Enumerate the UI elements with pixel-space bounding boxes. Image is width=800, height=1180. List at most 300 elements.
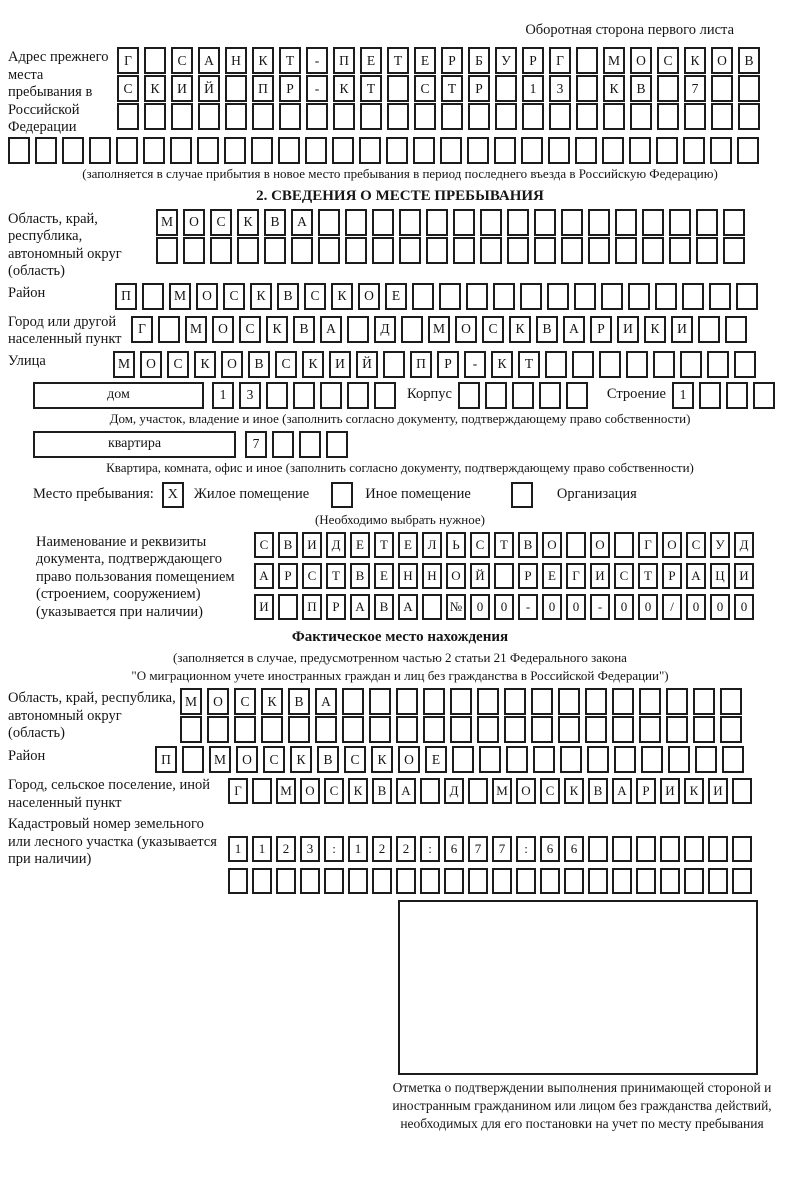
form-cell[interactable]: М [603, 47, 625, 74]
form-cell[interactable]: 6 [540, 836, 560, 862]
form-cell[interactable]: А [291, 209, 313, 236]
form-cell[interactable] [709, 283, 731, 310]
form-cell[interactable] [158, 316, 180, 343]
form-cell[interactable]: Т [518, 351, 540, 378]
form-cell[interactable]: Г [566, 563, 586, 589]
form-cell[interactable] [599, 351, 621, 378]
form-cell[interactable]: О [630, 47, 652, 74]
form-cell[interactable] [614, 746, 636, 773]
form-cell[interactable] [660, 836, 680, 862]
form-cell[interactable] [479, 746, 501, 773]
form-cell[interactable]: 0 [710, 594, 730, 620]
form-cell[interactable] [387, 103, 409, 130]
form-cell[interactable] [299, 431, 321, 458]
form-cell[interactable]: М [209, 746, 231, 773]
form-cell[interactable]: А [320, 316, 342, 343]
form-cell[interactable]: О [662, 532, 682, 558]
form-cell[interactable] [521, 137, 543, 164]
form-cell[interactable]: В [248, 351, 270, 378]
form-cell[interactable] [453, 209, 475, 236]
form-cell[interactable]: С [223, 283, 245, 310]
form-cell[interactable]: 0 [470, 594, 490, 620]
form-cell[interactable]: У [710, 532, 730, 558]
form-cell[interactable] [629, 137, 651, 164]
form-cell[interactable]: О [140, 351, 162, 378]
form-cell[interactable]: Н [422, 563, 442, 589]
form-cell[interactable] [444, 868, 464, 894]
form-cell[interactable]: В [738, 47, 760, 74]
form-cell[interactable] [197, 137, 219, 164]
form-cell[interactable] [545, 351, 567, 378]
form-cell[interactable]: С [263, 746, 285, 773]
form-cell[interactable]: П [333, 47, 355, 74]
form-cell[interactable]: С [234, 688, 256, 715]
form-cell[interactable] [414, 103, 436, 130]
form-cell[interactable] [588, 836, 608, 862]
form-cell[interactable]: Р [326, 594, 346, 620]
form-cell[interactable] [342, 716, 364, 743]
form-cell[interactable] [224, 137, 246, 164]
form-cell[interactable]: 7 [684, 75, 706, 102]
form-cell[interactable]: П [155, 746, 177, 773]
form-cell[interactable] [725, 316, 747, 343]
form-cell[interactable]: Е [374, 563, 394, 589]
form-cell[interactable] [732, 868, 752, 894]
form-cell[interactable]: К [252, 47, 274, 74]
form-cell[interactable] [615, 237, 637, 264]
form-cell[interactable] [450, 716, 472, 743]
form-cell[interactable]: С [302, 563, 322, 589]
form-cell[interactable] [291, 237, 313, 264]
form-cell[interactable] [288, 716, 310, 743]
form-cell[interactable]: 2 [372, 836, 392, 862]
form-cell[interactable] [612, 836, 632, 862]
form-cell[interactable] [507, 209, 529, 236]
form-cell[interactable]: А [254, 563, 274, 589]
form-cell[interactable]: С [686, 532, 706, 558]
stay-type-checkbox-organization[interactable] [511, 482, 533, 508]
form-cell[interactable] [261, 716, 283, 743]
form-cell[interactable]: К [194, 351, 216, 378]
form-cell[interactable] [372, 868, 392, 894]
form-cell[interactable]: Р [278, 563, 298, 589]
form-cell[interactable] [278, 594, 298, 620]
form-cell[interactable] [576, 75, 598, 102]
form-cell[interactable] [252, 868, 272, 894]
form-cell[interactable] [669, 237, 691, 264]
form-cell[interactable] [736, 283, 758, 310]
form-cell[interactable]: Ь [446, 532, 466, 558]
form-cell[interactable]: В [372, 778, 392, 804]
form-cell[interactable]: С [117, 75, 139, 102]
form-cell[interactable]: А [686, 563, 706, 589]
form-cell[interactable] [374, 382, 396, 409]
form-cell[interactable]: О [446, 563, 466, 589]
form-cell[interactable] [539, 382, 561, 409]
form-cell[interactable]: В [264, 209, 286, 236]
form-cell[interactable] [656, 137, 678, 164]
form-cell[interactable] [426, 237, 448, 264]
form-cell[interactable] [466, 283, 488, 310]
form-cell[interactable] [422, 594, 442, 620]
form-cell[interactable] [142, 283, 164, 310]
form-cell[interactable] [753, 382, 775, 409]
form-cell[interactable] [660, 868, 680, 894]
form-cell[interactable]: М [276, 778, 296, 804]
form-cell[interactable]: № [446, 594, 466, 620]
form-cell[interactable] [372, 209, 394, 236]
form-cell[interactable] [630, 103, 652, 130]
form-cell[interactable] [699, 382, 721, 409]
form-cell[interactable] [228, 868, 248, 894]
form-cell[interactable]: Е [542, 563, 562, 589]
form-cell[interactable] [342, 688, 364, 715]
form-cell[interactable] [234, 716, 256, 743]
form-cell[interactable] [156, 237, 178, 264]
form-cell[interactable]: К [491, 351, 513, 378]
form-cell[interactable] [276, 868, 296, 894]
form-cell[interactable] [493, 283, 515, 310]
form-cell[interactable]: О [221, 351, 243, 378]
form-cell[interactable]: К [603, 75, 625, 102]
form-cell[interactable]: К [684, 778, 704, 804]
form-cell[interactable] [614, 532, 634, 558]
form-cell[interactable]: Р [437, 351, 459, 378]
form-cell[interactable] [440, 137, 462, 164]
form-cell[interactable]: К [290, 746, 312, 773]
form-cell[interactable] [642, 237, 664, 264]
form-cell[interactable] [360, 103, 382, 130]
form-cell[interactable] [293, 382, 315, 409]
form-cell[interactable] [585, 688, 607, 715]
form-cell[interactable] [225, 103, 247, 130]
form-cell[interactable]: В [293, 316, 315, 343]
form-cell[interactable] [738, 75, 760, 102]
form-cell[interactable]: Д [734, 532, 754, 558]
form-cell[interactable]: - [306, 75, 328, 102]
form-cell[interactable] [534, 237, 556, 264]
form-cell[interactable] [587, 746, 609, 773]
form-cell[interactable]: П [410, 351, 432, 378]
form-cell[interactable] [540, 868, 560, 894]
form-cell[interactable]: Н [225, 47, 247, 74]
form-cell[interactable]: Н [398, 563, 418, 589]
form-cell[interactable] [636, 836, 656, 862]
form-cell[interactable] [711, 75, 733, 102]
form-cell[interactable]: Е [350, 532, 370, 558]
form-cell[interactable]: В [518, 532, 538, 558]
form-cell[interactable] [560, 746, 582, 773]
form-cell[interactable]: О [455, 316, 477, 343]
form-cell[interactable] [575, 137, 597, 164]
form-cell[interactable] [641, 746, 663, 773]
form-cell[interactable]: Р [590, 316, 612, 343]
form-cell[interactable] [198, 103, 220, 130]
form-cell[interactable] [558, 716, 580, 743]
form-cell[interactable] [695, 746, 717, 773]
form-cell[interactable] [642, 209, 664, 236]
stay-type-checkbox-other[interactable] [331, 482, 353, 508]
form-cell[interactable]: К [144, 75, 166, 102]
form-cell[interactable]: - [518, 594, 538, 620]
form-cell[interactable]: Т [360, 75, 382, 102]
form-cell[interactable]: В [374, 594, 394, 620]
form-cell[interactable] [534, 209, 556, 236]
form-cell[interactable]: 0 [566, 594, 586, 620]
form-cell[interactable]: С [171, 47, 193, 74]
form-cell[interactable] [144, 103, 166, 130]
form-cell[interactable]: 2 [396, 836, 416, 862]
form-cell[interactable] [533, 746, 555, 773]
form-cell[interactable] [657, 75, 679, 102]
form-cell[interactable] [458, 382, 480, 409]
form-cell[interactable]: Г [549, 47, 571, 74]
form-cell[interactable] [574, 283, 596, 310]
form-cell[interactable]: С [210, 209, 232, 236]
form-cell[interactable] [585, 716, 607, 743]
form-cell[interactable] [693, 688, 715, 715]
form-cell[interactable] [412, 283, 434, 310]
form-cell[interactable] [372, 237, 394, 264]
form-cell[interactable] [480, 237, 502, 264]
form-cell[interactable]: 1 [672, 382, 694, 409]
form-cell[interactable]: 0 [734, 594, 754, 620]
form-cell[interactable] [684, 103, 706, 130]
form-cell[interactable]: - [464, 351, 486, 378]
form-cell[interactable] [504, 716, 526, 743]
form-cell[interactable]: К [237, 209, 259, 236]
form-cell[interactable] [450, 688, 472, 715]
form-cell[interactable]: Е [414, 47, 436, 74]
form-cell[interactable] [264, 237, 286, 264]
form-cell[interactable] [116, 137, 138, 164]
form-cell[interactable]: 7 [468, 836, 488, 862]
form-cell[interactable]: А [350, 594, 370, 620]
form-cell[interactable] [396, 868, 416, 894]
form-cell[interactable] [278, 137, 300, 164]
form-cell[interactable]: Г [228, 778, 248, 804]
form-cell[interactable]: 1 [522, 75, 544, 102]
form-cell[interactable]: Т [279, 47, 301, 74]
form-cell[interactable] [531, 688, 553, 715]
form-cell[interactable] [710, 137, 732, 164]
form-cell[interactable]: Т [374, 532, 394, 558]
form-cell[interactable]: Г [117, 47, 139, 74]
form-cell[interactable] [696, 237, 718, 264]
form-cell[interactable]: К [333, 75, 355, 102]
form-cell[interactable]: 1 [348, 836, 368, 862]
form-cell[interactable] [348, 868, 368, 894]
form-cell[interactable] [183, 237, 205, 264]
form-cell[interactable]: В [350, 563, 370, 589]
form-cell[interactable]: Е [360, 47, 382, 74]
form-cell[interactable] [468, 778, 488, 804]
form-cell[interactable] [708, 836, 728, 862]
form-cell[interactable]: 1 [252, 836, 272, 862]
form-cell[interactable]: А [398, 594, 418, 620]
form-cell[interactable] [315, 716, 337, 743]
form-cell[interactable]: Б [468, 47, 490, 74]
form-cell[interactable] [477, 688, 499, 715]
form-cell[interactable]: О [236, 746, 258, 773]
form-cell[interactable] [531, 716, 553, 743]
form-cell[interactable]: Г [638, 532, 658, 558]
form-cell[interactable]: Р [279, 75, 301, 102]
form-cell[interactable]: И [590, 563, 610, 589]
form-cell[interactable] [639, 716, 661, 743]
form-cell[interactable] [252, 778, 272, 804]
form-cell[interactable] [347, 382, 369, 409]
form-cell[interactable] [561, 209, 583, 236]
form-cell[interactable]: О [542, 532, 562, 558]
form-cell[interactable] [468, 103, 490, 130]
form-cell[interactable] [333, 103, 355, 130]
form-cell[interactable] [423, 716, 445, 743]
form-cell[interactable] [180, 716, 202, 743]
form-cell[interactable]: М [492, 778, 512, 804]
form-cell[interactable]: - [306, 47, 328, 74]
form-cell[interactable] [225, 75, 247, 102]
form-cell[interactable]: О [196, 283, 218, 310]
form-cell[interactable]: К [644, 316, 666, 343]
form-cell[interactable]: К [684, 47, 706, 74]
form-cell[interactable] [143, 137, 165, 164]
form-cell[interactable]: К [564, 778, 584, 804]
form-cell[interactable]: О [207, 688, 229, 715]
form-cell[interactable] [171, 103, 193, 130]
form-cell[interactable] [399, 237, 421, 264]
form-cell[interactable]: 1 [212, 382, 234, 409]
form-cell[interactable] [588, 209, 610, 236]
form-cell[interactable] [680, 351, 702, 378]
form-cell[interactable] [566, 532, 586, 558]
form-cell[interactable] [666, 688, 688, 715]
form-cell[interactable]: Т [441, 75, 463, 102]
form-cell[interactable] [507, 237, 529, 264]
form-cell[interactable] [423, 688, 445, 715]
form-cell[interactable]: К [509, 316, 531, 343]
form-cell[interactable] [494, 563, 514, 589]
form-cell[interactable] [655, 283, 677, 310]
form-cell[interactable] [682, 283, 704, 310]
form-cell[interactable] [279, 103, 301, 130]
form-cell[interactable] [726, 382, 748, 409]
form-cell[interactable] [399, 209, 421, 236]
form-cell[interactable]: Д [374, 316, 396, 343]
form-cell[interactable] [548, 137, 570, 164]
form-cell[interactable] [420, 868, 440, 894]
form-cell[interactable] [182, 746, 204, 773]
form-cell[interactable]: О [516, 778, 536, 804]
form-cell[interactable] [615, 209, 637, 236]
form-cell[interactable]: М [169, 283, 191, 310]
form-cell[interactable] [401, 316, 423, 343]
form-cell[interactable] [734, 351, 756, 378]
form-cell[interactable]: В [288, 688, 310, 715]
form-cell[interactable] [207, 716, 229, 743]
form-cell[interactable] [693, 716, 715, 743]
form-cell[interactable]: 3 [239, 382, 261, 409]
form-cell[interactable] [558, 688, 580, 715]
form-cell[interactable] [272, 431, 294, 458]
form-cell[interactable]: М [428, 316, 450, 343]
form-cell[interactable] [369, 716, 391, 743]
form-cell[interactable]: М [156, 209, 178, 236]
form-cell[interactable]: Р [662, 563, 682, 589]
form-cell[interactable] [668, 746, 690, 773]
form-cell[interactable]: О [212, 316, 234, 343]
form-cell[interactable]: А [612, 778, 632, 804]
form-cell[interactable] [324, 868, 344, 894]
form-cell[interactable]: 0 [614, 594, 634, 620]
form-cell[interactable] [520, 283, 542, 310]
form-cell[interactable]: П [252, 75, 274, 102]
form-cell[interactable] [453, 237, 475, 264]
form-cell[interactable]: 3 [300, 836, 320, 862]
form-cell[interactable] [684, 868, 704, 894]
form-cell[interactable]: 0 [638, 594, 658, 620]
form-cell[interactable]: 7 [492, 836, 512, 862]
form-cell[interactable] [252, 103, 274, 130]
form-cell[interactable] [653, 351, 675, 378]
form-cell[interactable] [588, 868, 608, 894]
form-cell[interactable] [602, 137, 624, 164]
form-cell[interactable] [566, 382, 588, 409]
form-cell[interactable]: С [540, 778, 560, 804]
form-cell[interactable] [318, 209, 340, 236]
form-cell[interactable] [711, 103, 733, 130]
form-cell[interactable] [612, 688, 634, 715]
form-cell[interactable]: С [304, 283, 326, 310]
form-cell[interactable] [480, 209, 502, 236]
form-cell[interactable]: : [516, 836, 536, 862]
form-cell[interactable]: Р [636, 778, 656, 804]
form-cell[interactable] [669, 209, 691, 236]
form-cell[interactable]: С [239, 316, 261, 343]
form-cell[interactable] [318, 237, 340, 264]
form-cell[interactable]: М [185, 316, 207, 343]
form-cell[interactable] [305, 137, 327, 164]
form-cell[interactable] [522, 103, 544, 130]
form-cell[interactable] [684, 836, 704, 862]
form-cell[interactable]: Л [422, 532, 442, 558]
form-cell[interactable] [732, 778, 752, 804]
form-cell[interactable]: И [617, 316, 639, 343]
form-cell[interactable] [639, 688, 661, 715]
form-cell[interactable] [300, 868, 320, 894]
form-cell[interactable]: И [302, 532, 322, 558]
form-cell[interactable]: И [254, 594, 274, 620]
form-cell[interactable]: 0 [542, 594, 562, 620]
form-cell[interactable] [506, 746, 528, 773]
form-cell[interactable] [561, 237, 583, 264]
form-cell[interactable] [572, 351, 594, 378]
form-cell[interactable]: Е [425, 746, 447, 773]
form-cell[interactable] [657, 103, 679, 130]
form-cell[interactable] [345, 237, 367, 264]
form-cell[interactable] [345, 209, 367, 236]
form-cell[interactable] [612, 716, 634, 743]
form-cell[interactable] [698, 316, 720, 343]
form-cell[interactable] [467, 137, 489, 164]
form-cell[interactable]: С [324, 778, 344, 804]
form-cell[interactable]: К [250, 283, 272, 310]
form-cell[interactable]: Т [494, 532, 514, 558]
form-cell[interactable]: 2 [276, 836, 296, 862]
form-cell[interactable] [492, 868, 512, 894]
form-cell[interactable]: 6 [564, 836, 584, 862]
form-cell[interactable]: С [657, 47, 679, 74]
